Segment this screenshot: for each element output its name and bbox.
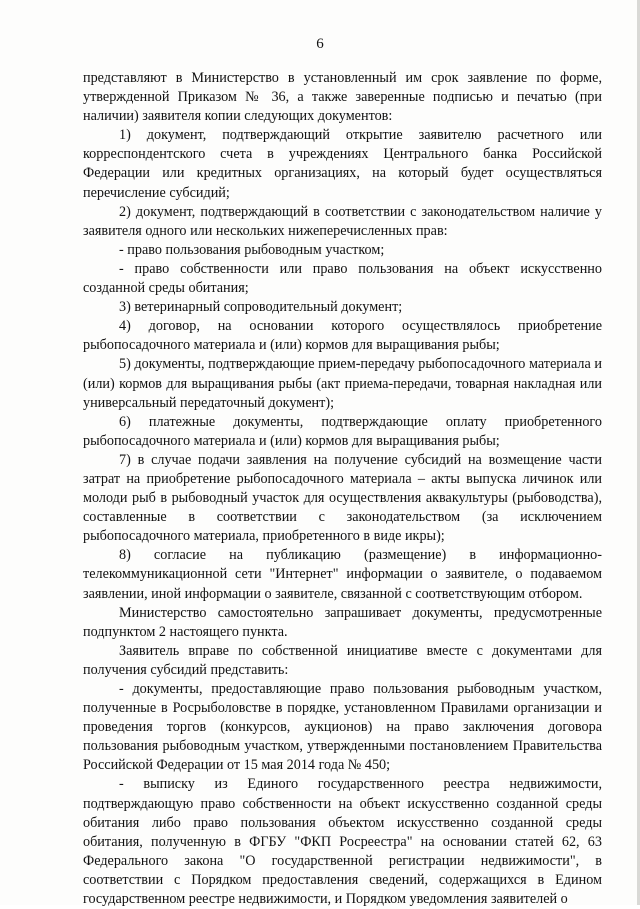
document-body <box>83 69 602 909</box>
paragraph: - право пользования рыбоводным участком; <box>119 241 385 258</box>
paragraph: 5) документы, подтверждающие прием-передачу рыбопосадочного материала и (или) кормов для выращивания рыбы (акт приема-передачи, товарная накладная или универсальный передаточный документ); <box>83 356 602 411</box>
paragraph: 1) документ, подтверждающий открытие заявителю расчетного или корреспондентского счета в учреждениях Центрального банка Российской Федерации или кредитных организациях, на который будет осуществляться перечисление субсидий; <box>83 127 602 201</box>
paragraph: 8) согласие на публикацию (размещение) в информационно-телекоммуникационной сети "Интернет" информации о заявителе, о подаваемом заявлении, иной информации о заявителе, связанной с соответствующим отбором. <box>83 547 602 602</box>
page-number: 6 <box>316 36 324 52</box>
paragraph: 3) ветеринарный сопроводительный документ; <box>119 299 403 316</box>
paragraph: Заявитель вправе по собственной инициативе вместе с документами для получения субсидий представить: <box>83 642 602 678</box>
paragraph: - выписку из Единого государственного реестра недвижимости, подтверждающую право собственности на объект искусственно созданной среды обитания либо право пользования объектом искусственно созданной среды обитания, полученную в ФГБУ "ФКП Росреестра" на основании статей 62, 63 Федерального закона "О государственной регистрации недвижимости", в соответствии с Порядком предоставления сведений, содержащихся в Едином государственном реестре недвижимости, и Порядком уведомления заявителей о <box>83 776 602 908</box>
paragraph: 6) платежные документы, подтверждающие оплату приобретенного рыбопосадочного материала и (или) кормов для выращивания рыбы; <box>83 413 602 449</box>
paragraph: 2) документ, подтверждающий в соответствии с законодательством наличие у заявителя одного или нескольких нижеперечисленных прав: <box>83 203 602 239</box>
paragraph: 4) договор, на основании которого осуществлялось приобретение рыбопосадочного материала и (или) кормов для выращивания рыбы; <box>83 318 602 354</box>
paragraph: - право собственности или право пользования на объект искусственно созданной среды обитания; <box>83 260 602 297</box>
paragraph: представляют в Министерство в установленный им срок заявление по форме, утвержденной Приказом № 36, а также заверенные подписью и печатью (при наличии) заявителя копии следующих документов: <box>83 70 602 125</box>
paragraph: - документы, предоставляющие право пользования рыбоводным участком, полученные в Росрыболовстве в порядке, установленном Правилами организации и проведения торгов (конкурсов, аукционов) на право заключения договора пользования рыбоводным участком, утвержденными постановлением Правительства Российской Федерации от 15 мая 2014 года № 450; <box>83 681 602 774</box>
paragraph: Министерство самостоятельно запрашивает документы, предусмотренные подпунктом 2 настоящего пункта. <box>83 604 602 640</box>
paragraph: 7) в случае подачи заявления на получение субсидий на возмещение части затрат на приобретение рыбопосадочного материала – акты выпуска личинок или молоди рыб в рыбоводный участок для осуществления аквакультуры (рыбоводства), составленные в соответствии с законодательством (за исключением рыбопосадочного материала, приобретенного в виде икры); <box>83 451 602 545</box>
